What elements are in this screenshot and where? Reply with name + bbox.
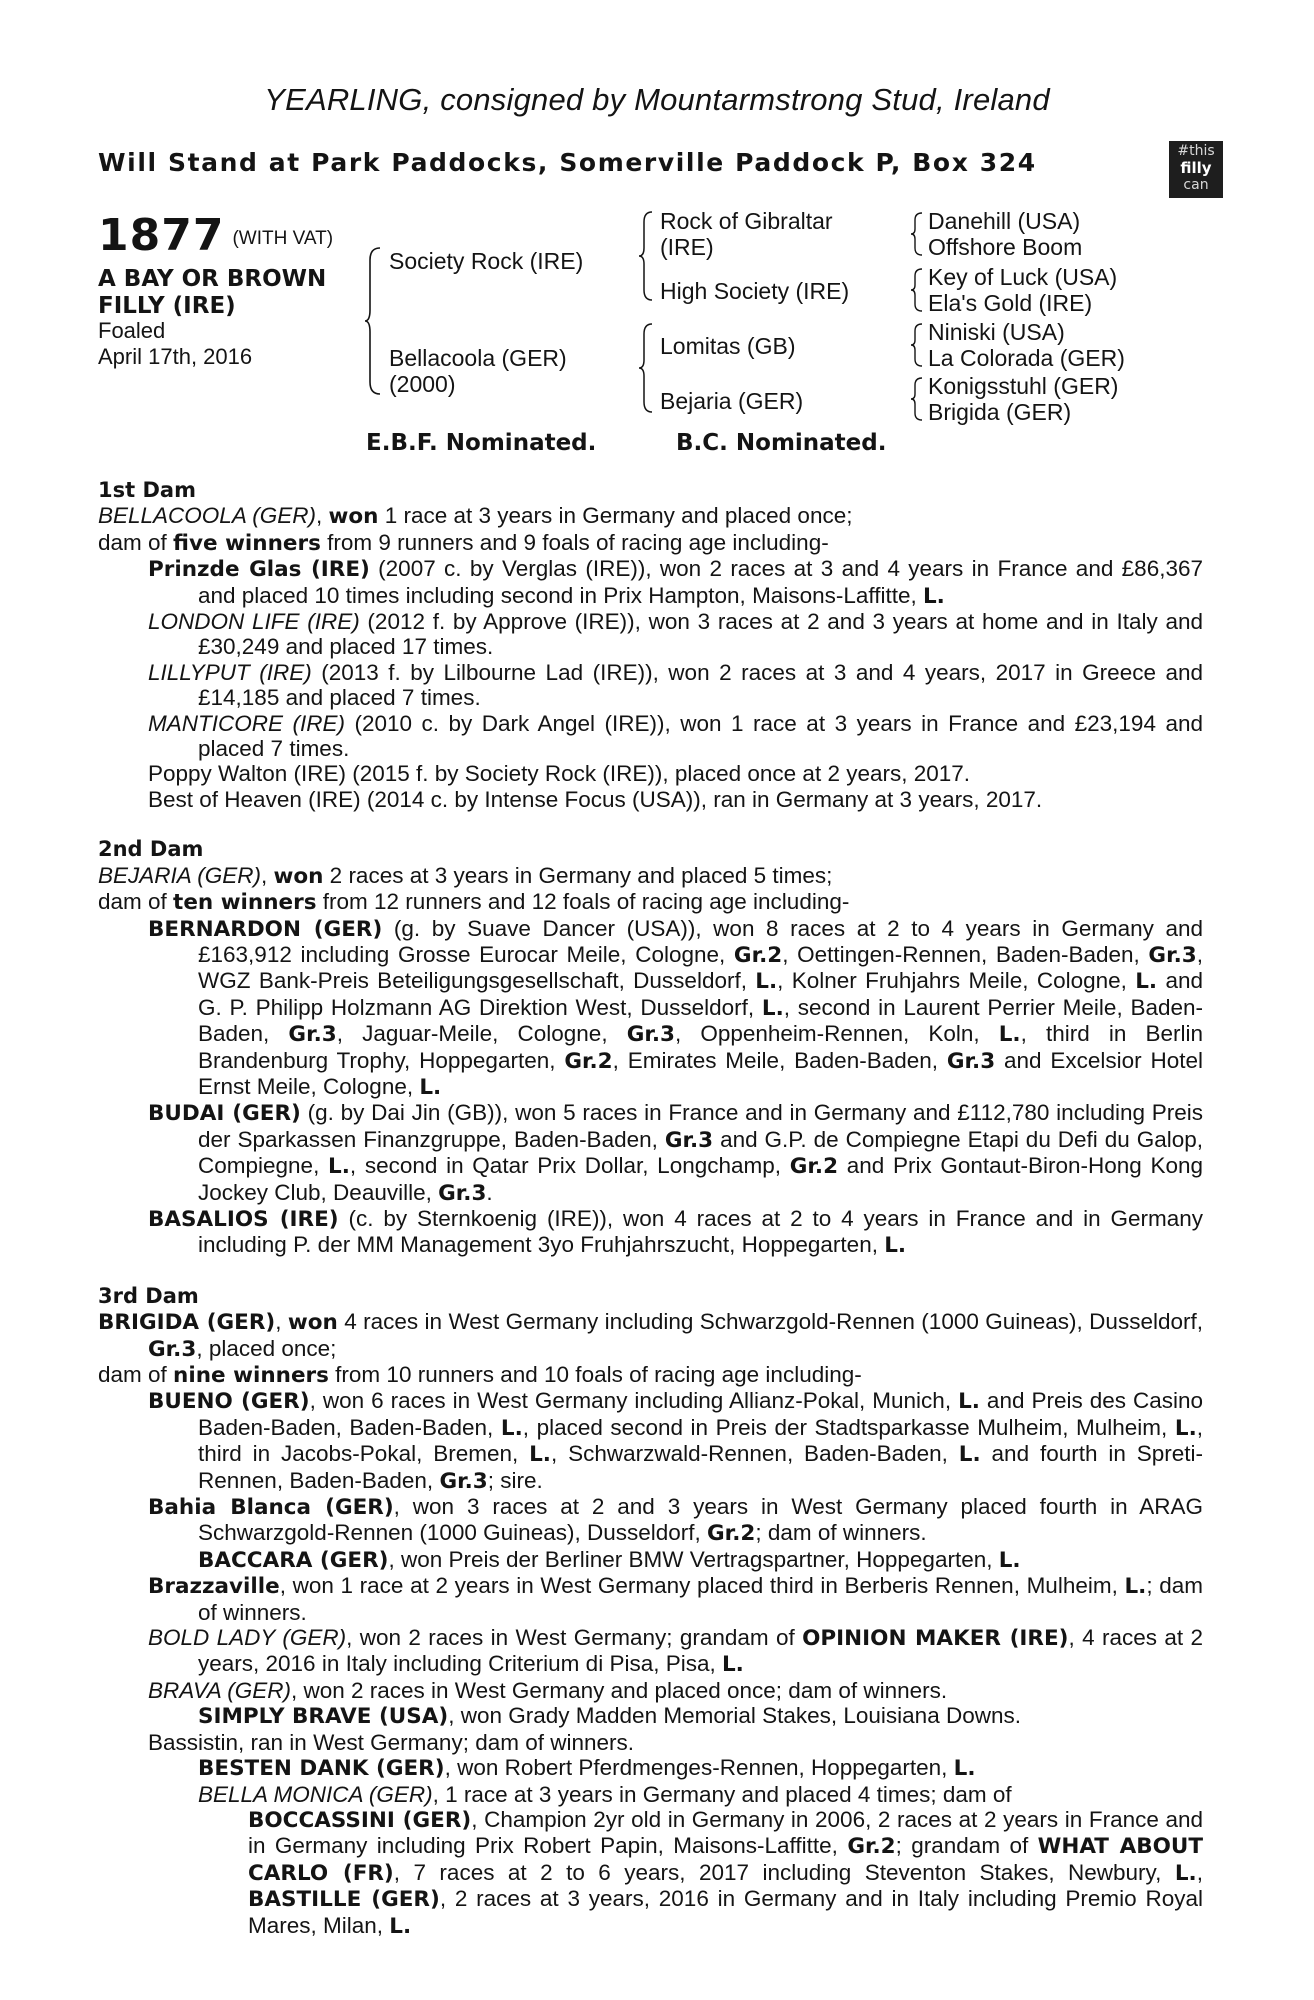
record-text: 2 races at 3 years in Germany and placed 5 times; bbox=[323, 862, 833, 888]
progeny-name: Prinzde Glas (IRE) bbox=[148, 557, 370, 583]
progeny-entry bbox=[98, 556, 1203, 609]
progeny-text: ; sire. bbox=[487, 1467, 543, 1493]
race-grade: Gr.3 bbox=[439, 1468, 488, 1494]
gsire-brace-4 bbox=[910, 376, 926, 422]
won-label: won bbox=[287, 1310, 338, 1336]
race-grade: L. bbox=[1124, 1574, 1147, 1600]
progeny-text: , 7 races at 2 to 6 years, 2017 including Steventon Stakes, Newbury, bbox=[393, 1859, 1175, 1885]
race-grade: L. bbox=[922, 583, 945, 609]
vat-note: (WITH VAT) bbox=[232, 228, 334, 249]
first-dam-heading: 1st Dam bbox=[98, 478, 196, 502]
progeny-text: (2012 f. by Approve (IRE)), won 3 races at 2 and 3 years at home and in Italy and £30,249 and placed 17 times. bbox=[198, 609, 1204, 660]
progeny-text: and Prix Gontaut-Biron-Hong Kong Jockey Club, Deauville, bbox=[198, 1153, 1204, 1205]
race-grade: Gr.3 bbox=[288, 1022, 337, 1048]
record-text: 4 races in West Germany including Schwarzgold-Rennen (1000 Guineas), Dusseldorf, bbox=[337, 1309, 1203, 1335]
race-grade: Gr.2 bbox=[847, 1834, 896, 1860]
third-dam-heading: 3rd Dam bbox=[98, 1283, 199, 1308]
progeny-text: (g. by Suave Dancer (USA)), won 8 races at 2 to 4 years in Germany and £163,912 including Grosse Eurocar Meile, Cologne, bbox=[198, 915, 1204, 967]
race-grade: Gr.2 bbox=[733, 942, 783, 968]
progeny-entry bbox=[98, 1100, 1203, 1206]
progeny-name: LILLYPUT (IRE) bbox=[148, 659, 312, 685]
progeny-text: ; grandam of bbox=[895, 1833, 1038, 1859]
winners-count: nine winners bbox=[173, 1363, 329, 1388]
dam-name: BRIGIDA (GER) bbox=[98, 1310, 276, 1336]
grand-progeny-entry bbox=[98, 1547, 1203, 1573]
third-dam-record: BRIGIDA (GER), won 4 races in West Germany including Schwarzgold-Rennen (1000 Guineas), Dusseldorf, Gr.3, placed once; bbox=[98, 1309, 1203, 1362]
progeny-text: ; dam of winners. bbox=[755, 1520, 927, 1546]
catalogue-body bbox=[98, 478, 1203, 1939]
badge-line: filly bbox=[1180, 159, 1212, 177]
race-grade: L. bbox=[884, 1233, 907, 1259]
lot-description bbox=[98, 266, 358, 320]
progeny-text: (c. by Sternkoenig (IRE)), won 4 races at 2 to 4 years in France and in Germany including P. der MM Management 3yo Fruhjahrszucht, Hoppegarten, bbox=[198, 1205, 1203, 1258]
race-grade: L. bbox=[761, 995, 784, 1021]
progeny-name: BELLA MONICA (GER) bbox=[198, 1781, 433, 1807]
race-grade: Gr.3 bbox=[664, 1127, 714, 1153]
progeny-entry bbox=[98, 916, 1203, 1101]
progeny-entry bbox=[98, 1494, 1203, 1547]
progeny-text: , won 1 race at 2 years in West Germany placed third in Berberis Rennen, Mulheim, bbox=[279, 1573, 1125, 1599]
dam-line-brace bbox=[638, 322, 656, 414]
progeny-text: (2010 c. by Dark Angel (IRE)), won 1 race at 3 years in France and £23,194 and placed 7 times. bbox=[198, 710, 1203, 762]
progeny-text: and G.P. de Compiegne Etapi du Defi du Galop, Compiegne, bbox=[198, 1126, 1203, 1179]
pedigree-sire-dam: High Society (IRE) bbox=[660, 278, 850, 304]
progeny-name: BUDAI (GER) bbox=[148, 1101, 301, 1127]
badge-line: #this bbox=[1177, 143, 1215, 159]
pedigree-dam-sire: Lomitas (GB) bbox=[660, 333, 796, 359]
pedigree-gdam: Ela's Gold (IRE) bbox=[928, 290, 1093, 316]
progeny-text: , 1 race at 3 years in Germany and placed 4 times; dam of bbox=[432, 1781, 1012, 1807]
progeny-name: BASALIOS (IRE) bbox=[148, 1206, 339, 1232]
dam-name: BEJARIA (GER) bbox=[98, 862, 261, 888]
progeny-name: BACCARA (GER) bbox=[198, 1547, 389, 1573]
progeny-text: , Emirates Meile, Baden-Baden, bbox=[612, 1047, 947, 1073]
progeny-text: , won Robert Pferdmenges-Rennen, Hoppegarten, bbox=[444, 1755, 954, 1781]
pedigree-dam-dam: Bejaria (GER) bbox=[660, 388, 804, 414]
produce-text: from 12 runners and 12 foals of racing age including- bbox=[316, 889, 850, 915]
progeny-name: MANTICORE (IRE) bbox=[148, 710, 345, 736]
sire-dam-brace bbox=[364, 246, 384, 396]
progeny-text: , Schwarzwald-Rennen, Baden-Baden, bbox=[550, 1441, 959, 1467]
race-grade: Gr.2 bbox=[789, 1154, 839, 1180]
progeny-text: , placed second in Preis der Stadtsparkasse Mulheim, Mulheim, bbox=[522, 1414, 1175, 1440]
race-grade: L. bbox=[500, 1415, 523, 1441]
race-grade: L. bbox=[958, 1389, 980, 1415]
foaled-info bbox=[98, 318, 252, 370]
lot-number: 1877 bbox=[98, 210, 225, 261]
race-grade: Gr.3 bbox=[438, 1180, 487, 1206]
second-dam-heading: 2nd Dam bbox=[98, 837, 204, 862]
progeny-text: and Preis des Casino Baden-Baden, Baden-Baden, bbox=[198, 1388, 1204, 1440]
stand-location: Will Stand at Park Paddocks, Somerville Paddock P, Box 324 bbox=[98, 148, 1037, 177]
race-grade: Gr.2 bbox=[707, 1521, 756, 1547]
race-grade: L. bbox=[721, 1652, 744, 1678]
race-grade: L. bbox=[998, 1547, 1021, 1573]
second-dam-produce bbox=[98, 889, 1203, 915]
race-grade: Gr.3 bbox=[1148, 942, 1197, 968]
progeny-text: , won 6 races in West Germany including Allianz-Pokal, Munich, bbox=[309, 1388, 959, 1414]
pedigree-sire-sire bbox=[660, 208, 833, 260]
progeny-text: , Oettingen-Rennen, Baden-Baden, bbox=[782, 941, 1149, 967]
race-grade: L. bbox=[1174, 1415, 1197, 1441]
pedigree-dam-name: Bellacoola (GER) bbox=[389, 345, 567, 371]
pedigree-name-line: (IRE) bbox=[660, 234, 714, 260]
progeny-name: Bahia Blanca (GER) bbox=[148, 1495, 394, 1521]
progeny-text: (2007 c. by Verglas (IRE)), won 2 races at 3 and 4 years in France and £86,367 and placed 10 times including second in Prix Hampton, Maisons-Laffitte, bbox=[198, 556, 1203, 608]
pedigree-gdam: Brigida (GER) bbox=[928, 399, 1072, 425]
race-grade: Gr.3 bbox=[626, 1022, 675, 1048]
produce-text: dam of bbox=[98, 889, 174, 915]
page-title: YEARLING, consigned by Mountarmstrong Stud, Ireland bbox=[264, 82, 1050, 117]
badge-line: can bbox=[1183, 177, 1209, 193]
produce-text: from 10 runners and 10 foals of racing age including- bbox=[328, 1362, 862, 1387]
progeny-text: (2013 f. by Lilbourne Lad (IRE)), won 2 races at 3 and 4 years, 2017 in Greece and £14,185 and placed 7 times. bbox=[198, 659, 1203, 711]
hashtag-badge bbox=[1169, 141, 1223, 198]
progeny-name: BERNARDON (GER) bbox=[148, 916, 383, 942]
race-grade: L. bbox=[958, 1442, 981, 1468]
winners-count: ten winners bbox=[173, 890, 317, 916]
race-grade: L. bbox=[389, 1913, 412, 1939]
progeny-text: , third in Jacobs-Pokal, Bremen, bbox=[198, 1414, 1204, 1467]
race-grade: Gr.3 bbox=[148, 1336, 197, 1362]
third-dam-produce bbox=[98, 1362, 1203, 1388]
progeny-name: BRAVA (GER) bbox=[148, 1677, 291, 1703]
progeny-entry bbox=[98, 609, 1203, 660]
pedigree-name-line: Rock of Gibraltar bbox=[660, 208, 833, 234]
progeny-text: , won 2 races in West Germany; grandam of bbox=[346, 1625, 803, 1651]
progeny-name: WHAT ABOUT CARLO (FR) bbox=[248, 1834, 1204, 1886]
pedigree-gsire: Niniski (USA) bbox=[928, 319, 1065, 345]
race-grade: L. bbox=[328, 1154, 350, 1180]
progeny-text: , 4 races at 2 years, 2016 in Italy including Criterium di Pisa, Pisa, bbox=[198, 1625, 1203, 1677]
progeny-text: (g. by Dai Jin (GB)), won 5 races in France and in Germany and £112,780 including Preis der Sparkassen Finanzgruppe, Baden-Baden, bbox=[198, 1100, 1203, 1152]
second-dam-record: BEJARIA (GER), won 2 races at 3 years in Germany and placed 5 times; bbox=[98, 862, 833, 889]
progeny-name: LONDON LIFE (IRE) bbox=[148, 609, 360, 635]
foaled-date: April 17th, 2016 bbox=[98, 344, 253, 369]
pedigree-gsire: Konigsstuhl (GER) bbox=[928, 373, 1119, 399]
progeny-text: , Oppenheim-Rennen, Koln, bbox=[675, 1021, 999, 1047]
race-grade: L. bbox=[419, 1074, 442, 1100]
progeny-text: and G. P. Philipp Holzmann AG Direktion West, Dusseldorf, bbox=[198, 968, 1203, 1020]
description-line: FILLY (IRE) bbox=[98, 293, 236, 319]
grand-progeny-entry bbox=[98, 1782, 1203, 1807]
won-label: won bbox=[273, 863, 324, 889]
progeny-text: , won 3 races at 2 and 3 years in West Germany placed fourth in ARAG Schwarzgold-Rennen (1000 Guineas), Dusseldorf, bbox=[198, 1494, 1203, 1546]
progeny-text: , Kolner Fruhjahrs Meile, Cologne, bbox=[777, 968, 1136, 994]
progeny-name: BASTILLE (GER) bbox=[248, 1887, 440, 1913]
first-dam-record: BELLACOOLA (GER), won 1 race at 3 years in Germany and placed once; bbox=[98, 503, 853, 530]
progeny-name: BESTEN DANK (GER) bbox=[198, 1756, 445, 1782]
progeny-text: , bbox=[1196, 1859, 1203, 1885]
progeny-entry bbox=[98, 1206, 1203, 1259]
sire-line-brace bbox=[638, 210, 656, 302]
progeny-entry bbox=[98, 711, 1203, 762]
pedigree-gdam: La Colorada (GER) bbox=[928, 345, 1125, 371]
progeny-entry bbox=[98, 660, 1203, 711]
progeny-text: , won Grady Madden Memorial Stakes, Louisiana Downs. bbox=[448, 1703, 1021, 1729]
progeny-entry: Poppy Walton (IRE) (2015 f. by Society Rock (IRE)), placed once at 2 years, 2017. bbox=[148, 761, 971, 787]
pedigree-gdam: Offshore Boom bbox=[928, 234, 1083, 260]
progeny-name: OPINION MAKER (IRE) bbox=[802, 1626, 1069, 1652]
progeny-text: ; dam of winners. bbox=[198, 1573, 1203, 1625]
race-grade: Gr.3 bbox=[946, 1048, 996, 1074]
progeny-text: . bbox=[486, 1179, 493, 1205]
progeny-name: BOCCASSINI (GER) bbox=[248, 1807, 472, 1833]
progeny-entry bbox=[98, 1388, 1203, 1494]
race-grade: L. bbox=[755, 969, 778, 995]
progeny-text: , won Preis der Berliner BMW Vertragspartner, Hoppegarten, bbox=[388, 1546, 999, 1572]
progeny-text: , second in Laurent Perrier Meile, Baden-Baden, bbox=[198, 994, 1203, 1047]
progeny-text: and Excelsior Hotel Ernst Meile, Cologne, bbox=[198, 1047, 1203, 1099]
produce-text: dam of bbox=[98, 529, 174, 555]
pedigree-dam-year: (2000) bbox=[389, 371, 456, 397]
progeny-entry: Best of Heaven (IRE) (2014 c. by Intense Focus (USA)), ran in Germany at 3 years, 2017. bbox=[148, 786, 1043, 812]
progeny-text: and fourth in Spreti-Rennen, Baden-Baden, bbox=[198, 1441, 1203, 1493]
progeny-name: Brazzaville bbox=[148, 1574, 280, 1600]
pedigree-gsire: Key of Luck (USA) bbox=[928, 264, 1118, 290]
won-label: won bbox=[328, 504, 379, 530]
gsire-brace-2 bbox=[910, 267, 926, 313]
description-line: A BAY OR BROWN bbox=[98, 266, 327, 292]
progeny-text: , won 2 races in West Germany and placed once; dam of winners. bbox=[290, 1677, 948, 1703]
progeny-text: , second in Qatar Prix Dollar, Longchamp, bbox=[349, 1153, 790, 1179]
pedigree-sire: Society Rock (IRE) bbox=[389, 248, 584, 274]
progeny-entry: Bassistin, ran in West Germany; dam of winners. bbox=[148, 1729, 635, 1755]
foaled-label: Foaled bbox=[98, 318, 166, 343]
progeny-entry bbox=[98, 1678, 1203, 1703]
dam-name: BELLACOOLA (GER) bbox=[98, 503, 316, 529]
progeny-text: , 2 races at 3 years, 2016 in Germany and in Italy including Premio Royal Mares, Milan, bbox=[248, 1886, 1203, 1938]
progeny-name: SIMPLY BRAVE (USA) bbox=[198, 1704, 449, 1730]
race-grade: L. bbox=[1174, 1860, 1197, 1886]
ebf-nomination: E.B.F. Nominated. bbox=[366, 430, 597, 456]
pedigree-dam bbox=[389, 345, 567, 397]
gsire-brace-3 bbox=[910, 322, 926, 368]
progeny-entry bbox=[98, 1625, 1203, 1678]
bc-nomination: B.C. Nominated. bbox=[676, 430, 887, 456]
gsire-brace-1 bbox=[910, 211, 926, 257]
race-grade: L. bbox=[1135, 969, 1158, 995]
grand-progeny-entry bbox=[98, 1755, 1203, 1781]
race-grade: L. bbox=[998, 1022, 1021, 1048]
winners-count: five winners bbox=[173, 530, 321, 556]
race-grade: L. bbox=[953, 1756, 976, 1782]
progeny-text: , Jaguar-Meile, Cologne, bbox=[336, 1021, 627, 1047]
race-grade: L. bbox=[529, 1442, 551, 1468]
progeny-entry bbox=[98, 1573, 1203, 1625]
progeny-name: BUENO (GER) bbox=[148, 1389, 310, 1415]
grand-progeny-entry bbox=[98, 1703, 1203, 1729]
race-grade: Gr.2 bbox=[564, 1048, 613, 1074]
record-text: 1 race at 3 years in Germany and placed once; bbox=[378, 503, 853, 529]
first-dam-produce bbox=[98, 530, 1203, 556]
progeny-text: , third in Berlin Brandenburg Trophy, Hoppegarten, bbox=[198, 1021, 1203, 1073]
progeny-name: BOLD LADY (GER) bbox=[148, 1625, 347, 1651]
great-grand-progeny-entry bbox=[98, 1807, 1203, 1939]
record-text: , placed once; bbox=[196, 1335, 337, 1361]
produce-text: from 9 runners and 9 foals of racing age including- bbox=[320, 529, 829, 555]
lot-number-block bbox=[98, 210, 334, 261]
progeny-text: , Champion 2yr old in Germany in 2006, 2 races at 2 years in France and in Germany including Prix Robert Papin, Maisons-Laffitte, bbox=[248, 1806, 1204, 1859]
produce-text: dam of bbox=[98, 1362, 174, 1387]
progeny-text: , WGZ Bank-Preis Beteiligungsgesellschaft, Dusseldorf, bbox=[198, 941, 1203, 994]
pedigree-gsire: Danehill (USA) bbox=[928, 208, 1081, 234]
